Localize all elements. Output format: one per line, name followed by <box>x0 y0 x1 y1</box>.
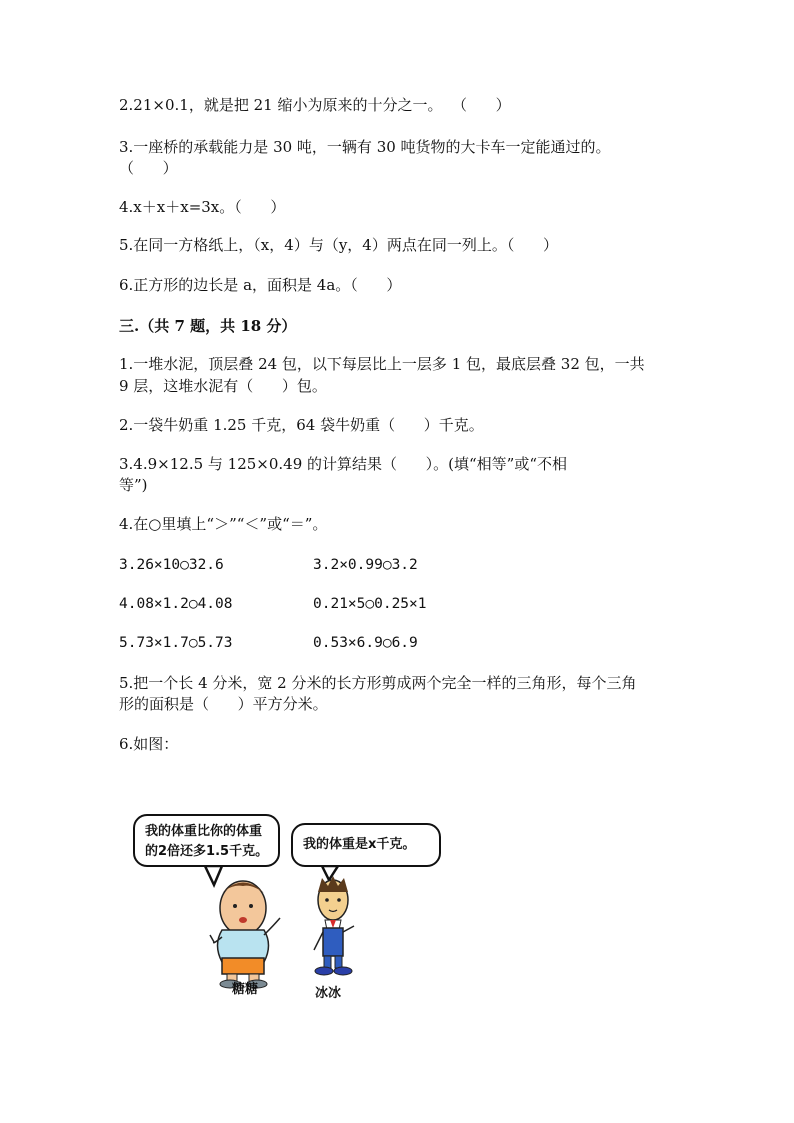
bubble-tail-left <box>205 866 222 885</box>
boy-bingbing-figure <box>314 876 354 975</box>
compare-left: 3.26×10○32.6 <box>119 557 224 573</box>
section-heading: 三.（共 7 题，共 18 分） <box>119 317 297 335</box>
fill-item-6: 6.如图： <box>119 735 179 753</box>
judgment-item-2: 2.21×0.1，就是把 21 缩小为原来的十分之一。 （ ） <box>119 96 511 114</box>
compare-left: 5.73×1.7○5.73 <box>119 635 233 651</box>
fill-item-5: 5.把一个长 4 分米，宽 2 分米的长方形剪成两个完全一样的三角形，每个三角 <box>119 674 637 692</box>
speech-bubble-bingbing: 我的体重是x千克。 <box>291 823 441 867</box>
compare-left: 4.08×1.2○4.08 <box>119 596 233 612</box>
compare-right: 3.2×0.99○3.2 <box>313 557 418 573</box>
fill-item-1-cont: 9 层，这堆水泥有（ ）包。 <box>119 377 327 395</box>
bubble-tail-right <box>322 866 338 880</box>
fill-item-1: 1.一堆水泥，顶层叠 24 包，以下每层比上一层多 1 包，最底层叠 32 包，一共 <box>119 355 645 373</box>
judgment-item-4: 4.x＋x＋x=3x。（ ） <box>119 198 286 216</box>
fill-item-3-cont: 等”) <box>119 476 148 494</box>
judgment-item-6: 6.正方形的边长是 a，面积是 4a。（ ） <box>119 276 402 294</box>
fill-item-2: 2.一袋牛奶重 1.25 千克，64 袋牛奶重（ ）千克。 <box>119 416 484 434</box>
fill-item-3: 3.4.9×12.5 与 125×0.49 的计算结果（ ）。(填“相等”或“不相 <box>119 455 568 473</box>
fill-item-5-cont: 形的面积是（ ）平方分米。 <box>119 695 328 713</box>
judgment-item-3: 3.一座桥的承载能力是 30 吨，一辆有 30 吨货物的大卡车一定能通过的。 <box>119 138 611 156</box>
fill-item-4: 4.在○里填上“＞”“＜”或“＝”。 <box>119 515 328 533</box>
name-label-bingbing: 冰冰 <box>315 986 342 1001</box>
compare-right: 0.21×5○0.25×1 <box>313 596 427 612</box>
boy-tangtang-figure <box>210 881 280 988</box>
speech-bubble-tangtang: 我的体重比你的体重 的2倍还多1.5千克。 <box>133 814 280 867</box>
compare-right: 0.53×6.9○6.9 <box>313 635 418 651</box>
name-label-tangtang: 糖糖 <box>232 982 259 997</box>
judgment-item-3-blank: （ ） <box>119 159 178 177</box>
judgment-item-5: 5.在同一方格纸上，（x，4）与（y，4）两点在同一列上。（ ） <box>119 236 558 254</box>
